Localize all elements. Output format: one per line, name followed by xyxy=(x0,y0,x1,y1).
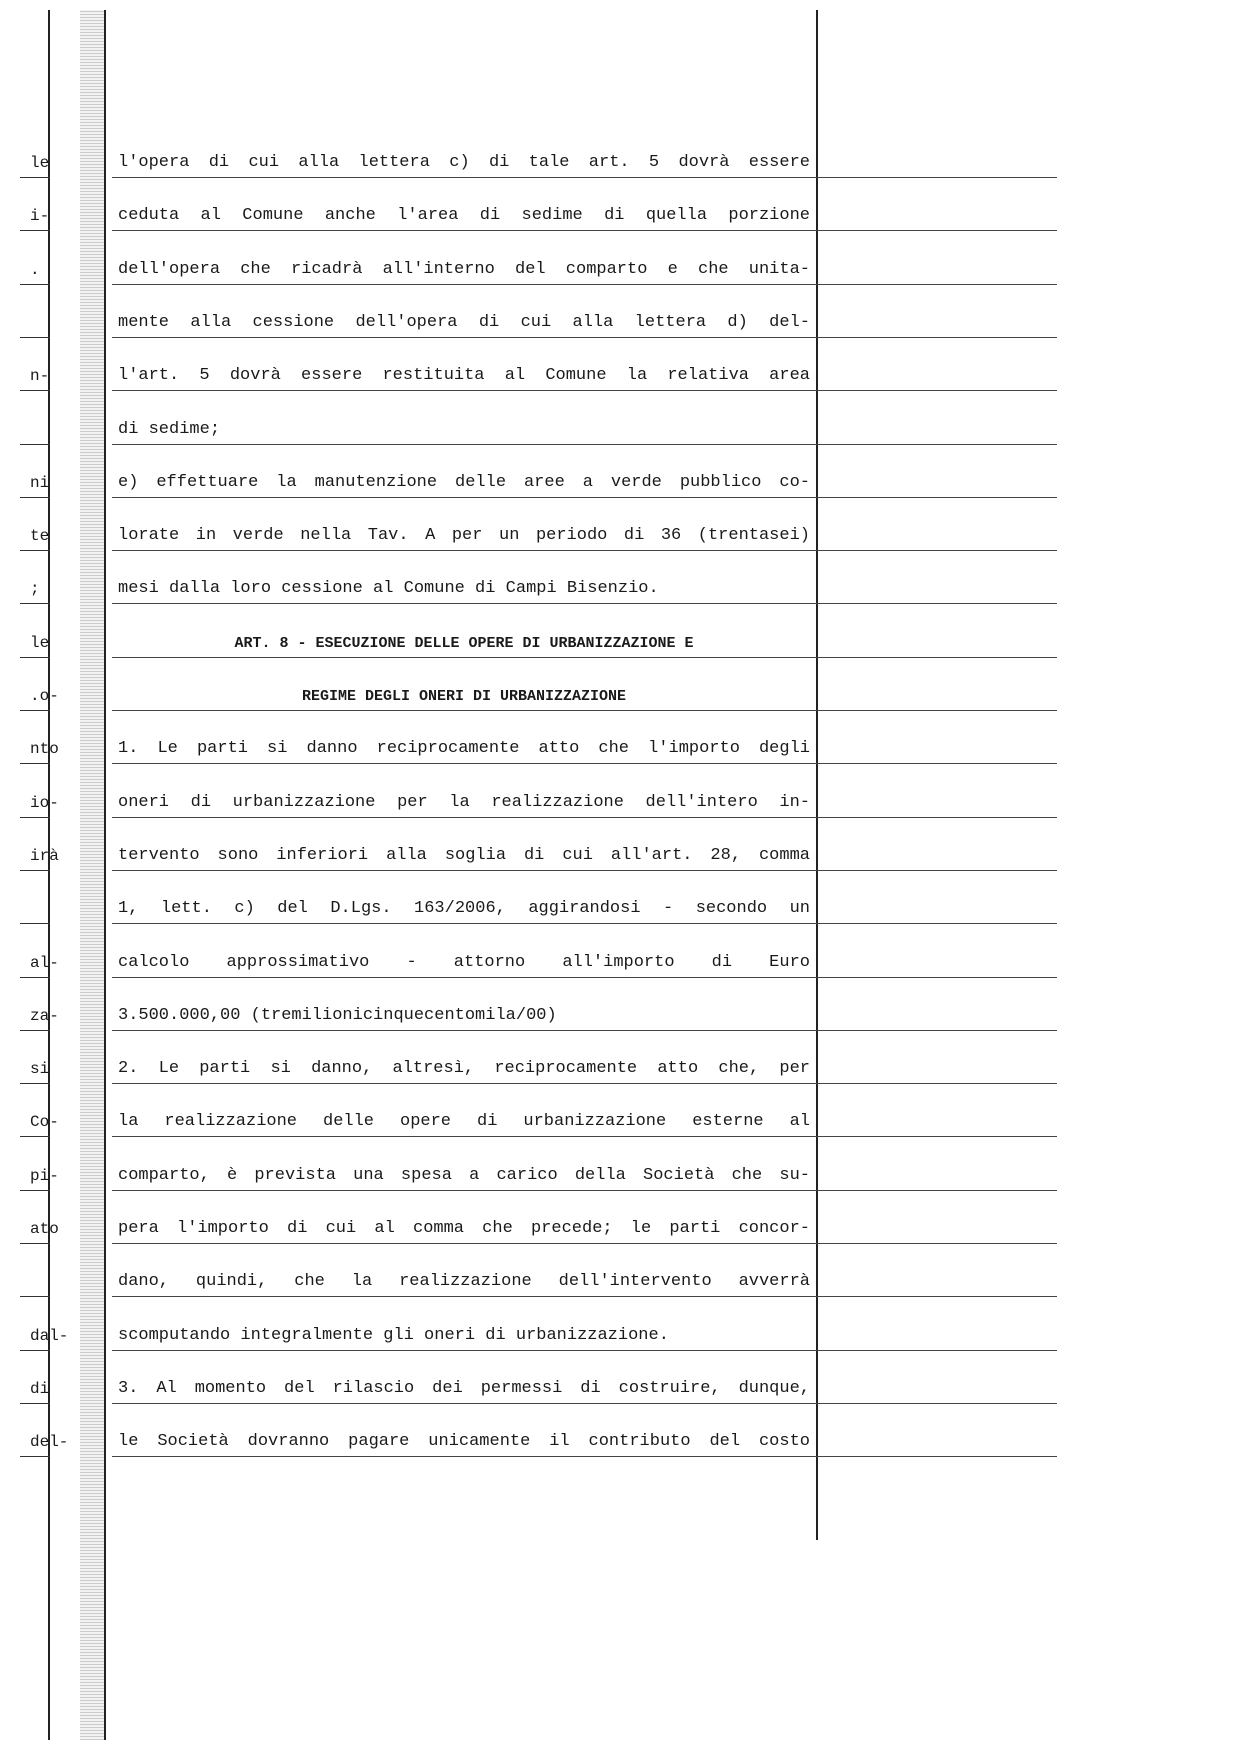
text-line xyxy=(0,981,1240,1035)
margin-fragment: za- xyxy=(30,1006,59,1025)
line-text: di sedime; xyxy=(118,419,221,439)
text-line xyxy=(0,608,1240,662)
margin-fragment: te xyxy=(30,527,50,546)
margin-underline xyxy=(20,817,50,818)
margin-fragment: io- xyxy=(30,793,59,812)
margin-fragment: . xyxy=(30,260,40,279)
line-text: le Società dovranno pagare unicamente il contributo del costo xyxy=(118,1432,810,1452)
line-underline xyxy=(112,923,1057,924)
line-text: oneri di urbanizzazione per la realizzazione dell'intero in- xyxy=(118,792,810,812)
line-text: comparto, è prevista una spesa a carico della Società che su- xyxy=(118,1165,810,1185)
line-underline xyxy=(112,1030,1057,1031)
margin-fragment: ; xyxy=(30,580,40,599)
margin-fragment: ato xyxy=(30,1220,59,1238)
text-line xyxy=(0,1247,1240,1301)
margin-underline xyxy=(20,923,50,924)
margin-underline xyxy=(20,870,50,871)
line-underline xyxy=(112,230,1057,231)
margin-underline xyxy=(20,1403,50,1404)
line-text: l'opera di cui alla lettera c) di tale art. 5 dovrà essere xyxy=(118,153,810,172)
margin-underline xyxy=(20,1296,50,1297)
line-text: l'art. 5 dovrà essere restituita al Comune la relativa area xyxy=(118,366,810,386)
text-line xyxy=(0,1141,1240,1195)
margin-fragment: irà xyxy=(30,846,59,865)
margin-fragment: le xyxy=(30,633,50,652)
margin-fragment: .o- xyxy=(30,687,59,705)
text-line xyxy=(0,448,1240,502)
line-text: dell'opera che ricadrà all'interno del comparto e che unita- xyxy=(118,259,810,279)
text-line xyxy=(0,288,1240,342)
text-line xyxy=(0,235,1240,289)
line-text: REGIME DEGLI ONERI DI URBANIZZAZIONE xyxy=(301,688,627,705)
line-text: la realizzazione delle opere di urbanizzazione esterne al xyxy=(118,1112,810,1132)
margin-underline xyxy=(20,1350,50,1351)
margin-underline xyxy=(20,177,50,178)
line-underline xyxy=(112,497,1057,498)
margin-fragment: al- xyxy=(30,953,59,972)
margin-underline xyxy=(20,284,50,285)
margin-underline xyxy=(20,763,50,764)
line-underline xyxy=(112,390,1057,391)
margin-fragment: le xyxy=(30,154,50,172)
margin-underline xyxy=(20,550,50,551)
margin-underline xyxy=(20,497,50,498)
margin-underline xyxy=(20,1456,50,1457)
text-line xyxy=(0,1194,1240,1248)
text-line xyxy=(0,181,1240,235)
margin-fragment: n- xyxy=(30,367,50,386)
margin-fragment: di xyxy=(30,1379,50,1398)
text-line xyxy=(0,821,1240,875)
line-text: lorate in verde nella Tav. A per un periodo di 36 (trentasei) xyxy=(118,526,810,546)
margin-underline xyxy=(20,337,50,338)
line-text: ceduta al Comune anche l'area di sedime di quella porzione xyxy=(118,206,810,226)
line-text: 2. Le parti si danno, altresì, reciprocamente atto che, per xyxy=(118,1059,810,1079)
margin-underline xyxy=(20,1190,50,1191)
line-text: e) effettuare la manutenzione delle aree a verde pubblico co- xyxy=(118,472,810,492)
text-line xyxy=(0,341,1240,395)
text-line xyxy=(0,1354,1240,1408)
margin-fragment: ni xyxy=(30,473,50,492)
line-underline xyxy=(112,817,1057,818)
line-underline xyxy=(112,870,1057,871)
line-text: 3. Al momento del rilascio dei permessi di costruire, dunque, xyxy=(118,1378,810,1398)
text-line xyxy=(0,1087,1240,1141)
margin-underline xyxy=(20,444,50,445)
text-line xyxy=(0,714,1240,768)
line-text: pera l'importo di cui al comma che precede; le parti concor- xyxy=(118,1219,810,1238)
text-line xyxy=(0,928,1240,982)
line-underline xyxy=(112,1296,1057,1297)
text-line xyxy=(0,1301,1240,1355)
line-underline xyxy=(112,444,1057,445)
line-underline xyxy=(112,1190,1057,1191)
margin-fragment: dal- xyxy=(30,1326,69,1345)
text-line xyxy=(0,768,1240,822)
line-underline xyxy=(112,1083,1057,1084)
line-underline xyxy=(112,1350,1057,1351)
line-underline xyxy=(112,977,1057,978)
margin-underline xyxy=(20,603,50,604)
text-line xyxy=(0,554,1240,608)
margin-underline xyxy=(20,1136,50,1137)
margin-underline xyxy=(20,1030,50,1031)
line-underline xyxy=(112,550,1057,551)
line-underline xyxy=(112,1456,1057,1457)
text-line xyxy=(0,501,1240,555)
line-underline xyxy=(112,337,1057,338)
text-line xyxy=(0,874,1240,928)
margin-fragment: si xyxy=(30,1060,50,1079)
text-line xyxy=(0,661,1240,715)
text-line xyxy=(0,1407,1240,1461)
margin-fragment: nto xyxy=(30,740,59,759)
line-underline xyxy=(112,177,1057,178)
text-line xyxy=(0,128,1240,182)
margin-fragment: pi- xyxy=(30,1166,59,1185)
line-text: mente alla cessione dell'opera di cui alla lettera d) del- xyxy=(118,312,810,332)
line-text: 1. Le parti si danno reciprocamente atto che l'importo degli xyxy=(118,739,810,759)
line-text: calcolo approssimativo - attorno all'importo di Euro xyxy=(118,952,810,972)
line-text: dano, quindi, che la realizzazione dell'intervento avverrà xyxy=(118,1272,810,1292)
margin-underline xyxy=(20,230,50,231)
margin-underline xyxy=(20,390,50,391)
line-text: mesi dalla loro cessione al Comune di Campi Bisenzio. xyxy=(118,579,659,599)
line-text: 3.500.000,00 (tremilionicinquecentomila/00) xyxy=(118,1005,557,1025)
text-line xyxy=(0,1034,1240,1088)
line-text: 1, lett. c) del D.Lgs. 163/2006, aggirandosi - secondo un xyxy=(118,899,810,919)
line-underline xyxy=(112,1243,1057,1244)
line-underline xyxy=(112,603,1057,604)
line-text: tervento sono inferiori alla soglia di cui all'art. 28, comma xyxy=(118,845,810,865)
margin-underline xyxy=(20,1243,50,1244)
line-text: scomputando integralmente gli oneri di urbanizzazione. xyxy=(118,1325,669,1345)
margin-fragment: del- xyxy=(30,1433,69,1452)
margin-fragment: i- xyxy=(30,207,50,226)
text-line xyxy=(0,395,1240,449)
line-underline xyxy=(112,763,1057,764)
margin-underline xyxy=(20,710,50,711)
margin-underline xyxy=(20,657,50,658)
margin-underline xyxy=(20,1083,50,1084)
line-underline xyxy=(112,657,1057,658)
line-text: ART. 8 - ESECUZIONE DELLE OPERE DI URBANIZZAZIONE E xyxy=(234,634,694,652)
line-underline xyxy=(112,710,1057,711)
margin-fragment: Co- xyxy=(30,1113,59,1132)
line-underline xyxy=(112,284,1057,285)
margin-underline xyxy=(20,977,50,978)
line-underline xyxy=(112,1403,1057,1404)
line-underline xyxy=(112,1136,1057,1137)
